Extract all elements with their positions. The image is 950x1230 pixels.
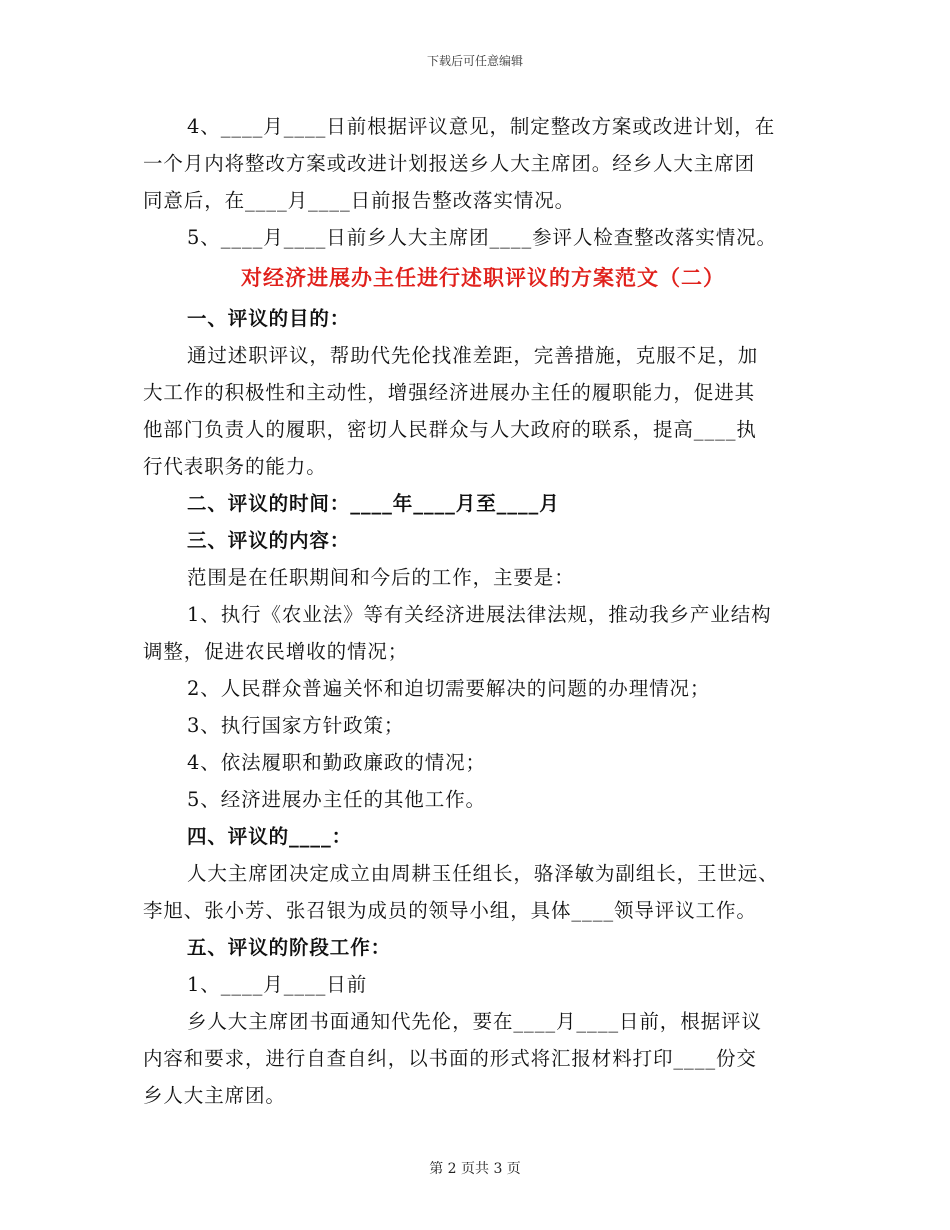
text-line: 人大主席团决定成立由周耕玉任组长，骆泽敏为副组长，王世远、 <box>187 862 779 885</box>
section-heading: 三、评议的内容： <box>187 529 351 552</box>
text-line: 通过述职评议，帮助代先伦找准差距，完善措施，克服不足，加 <box>187 344 759 367</box>
text-line: 5、____月____日前乡人大主席团____参评人检查整改落实情况。 <box>187 226 777 249</box>
text-line: 内容和要求，进行自查自纠，以书面的形式将汇报材料打印____份交 <box>143 1047 757 1070</box>
text-line: 1、____月____日前 <box>187 973 368 996</box>
section-heading: 四、评议的____： <box>187 825 353 848</box>
page-footer: 第 2 页共 3 页 <box>429 1161 521 1177</box>
text-line: 同意后，在____月____日前报告整改落实情况。 <box>143 189 576 212</box>
section-heading: 五、评议的阶段工作： <box>187 936 392 959</box>
text-line: 他部门负责人的履职，密切人民群众与人大政府的联系，提高____执 <box>143 418 757 441</box>
text-line: 李旭、张小芳、张召银为成员的领导小组，具体____领导评议工作。 <box>143 899 757 922</box>
section-heading: 二、评议的时间：____年____月至____月 <box>187 492 560 515</box>
text-line: 范围是在任职期间和今后的工作，主要是： <box>187 566 575 589</box>
text-line: 乡人大主席团书面通知代先伦，要在____月____日前，根据评议 <box>187 1010 762 1033</box>
main-section <box>143 300 823 1114</box>
text-line: 4、依法履职和勤政廉政的情况； <box>187 751 486 774</box>
text-line: 乡人大主席团。 <box>143 1084 286 1107</box>
previous-section-tail <box>143 108 823 256</box>
page-header: 下载后可任意编辑 <box>426 54 523 68</box>
text-line: 调整，促进农民增收的情况； <box>143 640 409 663</box>
text-line: 2、人民群众普遍关怀和迫切需要解决的问题的办理情况； <box>187 677 711 700</box>
text-line: 行代表职务的能力。 <box>143 455 327 478</box>
text-line: 3、执行国家方针政策； <box>187 714 405 737</box>
section-heading: 一、评议的目的： <box>187 307 351 330</box>
text-line: 1、执行《农业法》等有关经济进展法律法规，推动我乡产业结构 <box>187 603 772 626</box>
text-line: 大工作的积极性和主动性，增强经济进展办主任的履职能力，促进其 <box>143 381 756 404</box>
text-line: 一个月内将整改方案或改进计划报送乡人大主席团。经乡人大主席团 <box>143 152 756 175</box>
document-body <box>143 108 823 1114</box>
text-line: 5、经济进展办主任的其他工作。 <box>187 788 486 811</box>
text-line: 4、____月____日前根据评议意见，制定整改方案或改进计划，在 <box>187 115 776 138</box>
document-title: 对经济进展办主任进行述职评议的方案范文（二） <box>241 265 725 290</box>
